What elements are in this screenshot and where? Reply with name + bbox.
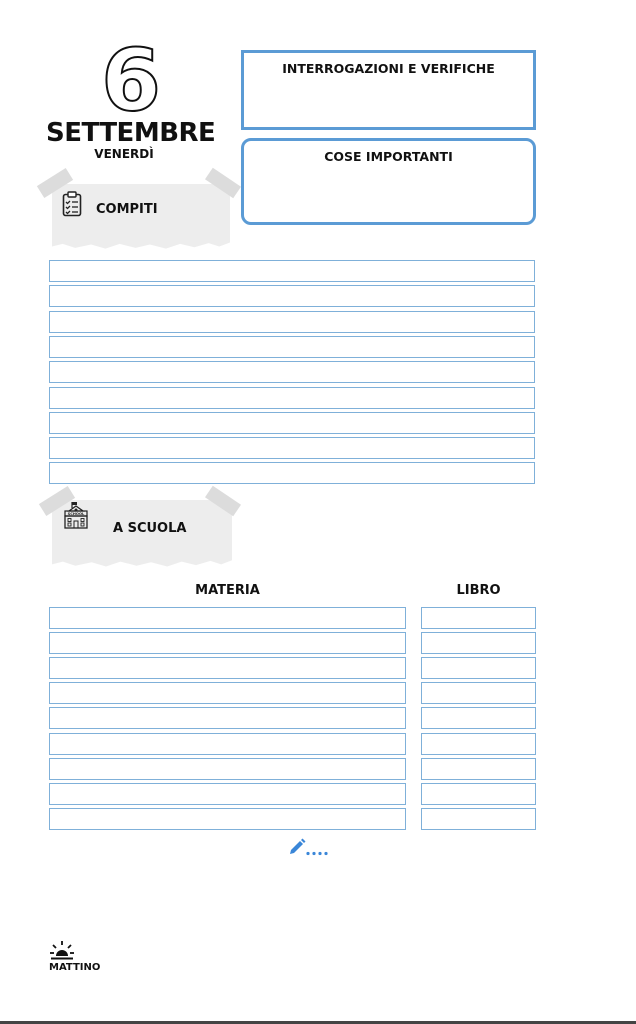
libro-cell[interactable]	[421, 808, 536, 830]
mattino-label: MATTINO	[49, 962, 101, 973]
materia-cell[interactable]	[49, 783, 406, 805]
cose-importanti-title: COSE IMPORTANTI	[324, 149, 453, 164]
libro-cell[interactable]	[421, 758, 536, 780]
compiti-line[interactable]	[49, 387, 535, 409]
materia-cell[interactable]	[49, 657, 406, 679]
interrogazioni-box[interactable]	[241, 50, 536, 130]
month-label: SETTEMBRE	[46, 118, 216, 148]
cose-importanti-box[interactable]	[241, 138, 536, 225]
compiti-label: COMPITI	[96, 202, 158, 217]
compiti-line[interactable]	[49, 311, 535, 333]
clipboard-checklist-icon	[62, 191, 82, 217]
materia-cell[interactable]	[49, 733, 406, 755]
day-number: 6	[101, 31, 161, 131]
interrogazioni-title: INTERROGAZIONI E VERIFICHE	[282, 61, 495, 76]
libro-cell[interactable]	[421, 657, 536, 679]
libro-cell[interactable]	[421, 632, 536, 654]
weekday-label: VENERDÌ	[94, 147, 154, 161]
libro-cell[interactable]	[421, 783, 536, 805]
scuola-label: A SCUOLA	[113, 521, 187, 536]
compiti-line[interactable]	[49, 260, 535, 282]
libro-header: LIBRO	[456, 583, 501, 598]
compiti-line[interactable]	[49, 412, 535, 434]
materia-cell[interactable]	[49, 607, 406, 629]
school-sign-text: SCHOOL	[67, 512, 85, 516]
materia-cell[interactable]	[49, 707, 406, 729]
materia-cell[interactable]	[49, 632, 406, 654]
materia-cell[interactable]	[49, 682, 406, 704]
compiti-line[interactable]	[49, 336, 535, 358]
school-building-icon	[63, 500, 89, 530]
libro-cell[interactable]	[421, 682, 536, 704]
libro-cell[interactable]	[421, 707, 536, 729]
compiti-line[interactable]	[49, 285, 535, 307]
compiti-line[interactable]	[49, 462, 535, 484]
sunrise-icon	[50, 940, 74, 962]
materia-cell[interactable]	[49, 758, 406, 780]
compiti-line[interactable]	[49, 437, 535, 459]
pencil-icon[interactable]	[288, 838, 332, 858]
compiti-line[interactable]	[49, 361, 535, 383]
materia-header: MATERIA	[195, 583, 260, 598]
libro-cell[interactable]	[421, 607, 536, 629]
materia-cell[interactable]	[49, 808, 406, 830]
libro-cell[interactable]	[421, 733, 536, 755]
